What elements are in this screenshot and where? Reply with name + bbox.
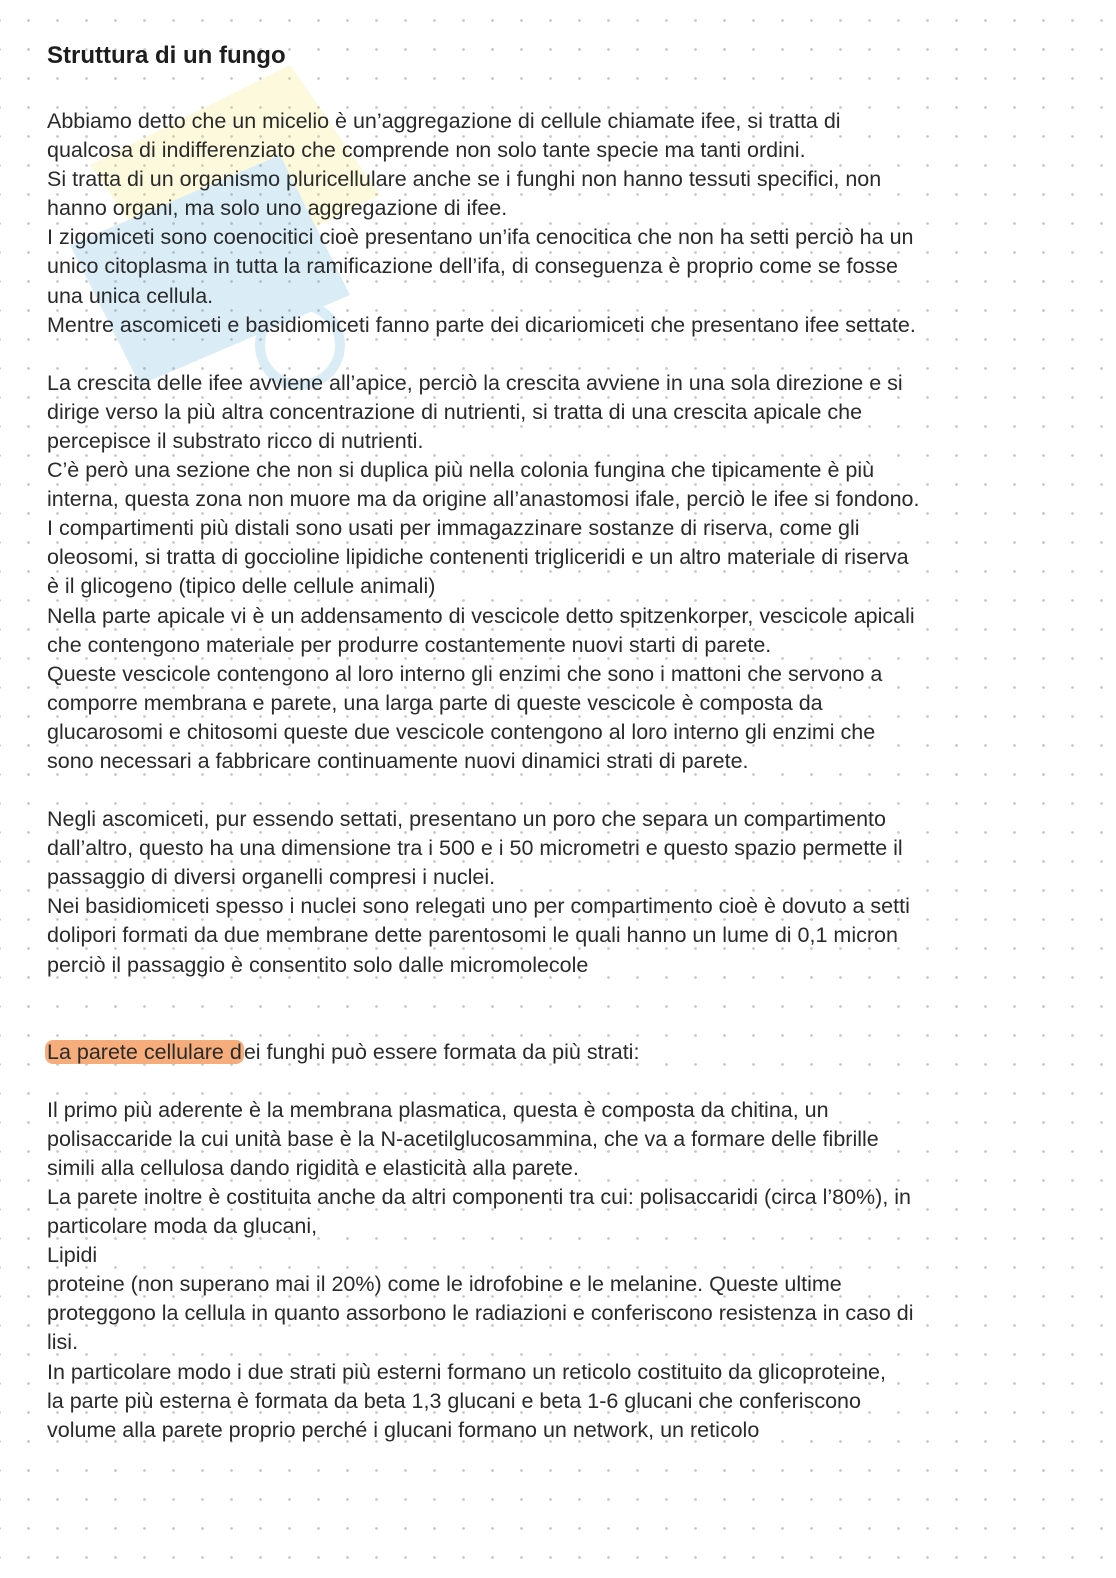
text-line: Nei basidiomiceti spesso i nuclei sono relegati uno per compartimento cioè è dovuto a setti (47, 894, 910, 919)
text-line: polisaccaride la cui unità base è la N-acetilglucosammina, che va a formare delle fibrille (47, 1126, 879, 1151)
text-line: percepisce il substrato ricco di nutrienti. (47, 428, 424, 453)
text-line: Nella parte apicale vi è un addensamento di vescicole detto spitzenkorper, vescicole apicali (47, 603, 915, 628)
text-line: qualcosa di indifferenziato che comprende non solo tante specie ma tanti ordini. (47, 138, 806, 163)
text-line: Si tratta di un organismo pluricellulare anche se i funghi non hanno tessuti specifici, non (47, 167, 882, 192)
text-line: unico citoplasma in tutta la ramificazione dell’ifa, di conseguenza è proprio come se fosse (47, 254, 898, 279)
text-line: simili alla cellulosa dando rigidità e elasticità alla parete. (47, 1155, 579, 1180)
text-line: hanno organi, ma solo uno aggregazione di ifee. (47, 196, 508, 221)
text-line: dolipori formati da due membrane dette parentosomi le quali hanno un lume di 0,1 micron (47, 923, 898, 948)
highlighted-text: La parete cellulare d (47, 1039, 242, 1064)
paragraph-crescita (47, 369, 1057, 776)
text-line: I compartimenti più distali sono usati per immagazzinare sostanze di riserva, come gli (47, 516, 860, 541)
text-line: Negli ascomiceti, pur essendo settati, presentano un poro che separa un compartimento (47, 807, 886, 832)
section-heading-parete (47, 1038, 1057, 1067)
text-line: interna, questa zona non muore ma da origine all’anastomosi ifale, perciò le ifee si fondono. (47, 487, 920, 512)
heading-rest: ei funghi può essere formata da più strati: (243, 1039, 640, 1064)
paragraph-micelio (47, 107, 1057, 340)
text-line (47, 1038, 1057, 1067)
text-line: C’è però una sezione che non si duplica più nella colonia fungina che tipicamente è più (47, 458, 875, 483)
text-line: Abbiamo detto che un micelio è un’aggregazione di cellule chiamate ifee, si tratta di (47, 109, 841, 133)
text-line: lisi. (47, 1330, 79, 1355)
text-line: Mentre ascomiceti e basidiomiceti fanno parte dei dicariomiceti che presentano ifee settate. (47, 312, 916, 337)
text-line: passaggio di diversi organelli compresi i nuclei. (47, 865, 496, 890)
text-line: La crescita delle ifee avviene all’apice, perciò la crescita avviene in una sola direzione e si (47, 370, 903, 395)
paragraph-parete (47, 1096, 1057, 1445)
document-page (47, 40, 1057, 1445)
text-line: che contengono materiale per produrre costantemente nuovi starti di parete. (47, 632, 772, 657)
text-line: una unica cellula. (47, 283, 214, 308)
text-line: dirige verso la più altra concentrazione di nutrienti, si tratta di una crescita apicale che (47, 399, 863, 424)
paragraph-setti (47, 805, 1057, 980)
text-line: è il glicogeno (tipico delle cellule animali) (47, 574, 436, 599)
text-line: la parte più esterna è formata da beta 1,3 glucani e beta 1-6 glucani che conferiscono (47, 1388, 861, 1413)
text-line: dall’altro, questo ha una dimensione tra i 500 e i 50 micrometri e questo spazio permette il (47, 836, 903, 861)
text-line: comporre membrana e parete, una larga parte di queste vescicole è composta da (47, 690, 823, 715)
text-line: particolare moda da glucani, (47, 1214, 318, 1239)
text-line: volume alla parete proprio perché i glucani formano un network, un reticolo (47, 1417, 760, 1442)
text-line: La parete inoltre è costituita anche da altri componenti tra cui: polisaccaridi (circa l’80%), in (47, 1185, 912, 1209)
text-line: I zigomiceti sono coenocitici cioè presentano un’ifa cenocitica che non ha setti perciò ha un (47, 225, 914, 250)
text-line: sono necessari a fabbricare continuamente nuovi dinamici strati di parete. (47, 748, 749, 773)
text-line: glucarosomi e chitosomi queste due vescicole contengono al loro interno gli enzimi che (47, 719, 876, 744)
text-line: In particolare modo i due strati più esterni formano un reticolo costituito da glicoproteine, (47, 1359, 886, 1384)
text-line: proteine (non superano mai il 20%) come le idrofobine e le melanine. Queste ultime (47, 1272, 842, 1297)
text-line: Il primo più aderente è la membrana plasmatica, questa è composta da chitina, un (47, 1097, 829, 1122)
text-line: proteggono la cellula in quanto assorbono le radiazioni e conferiscono resistenza in caso di (47, 1301, 914, 1326)
text-line: perciò il passaggio è consentito solo dalle micromolecole (47, 952, 589, 977)
text-line: oleosomi, si tratta di goccioline lipidiche contenenti trigliceridi e un altro materiale di riserva (47, 545, 909, 570)
text-line: Queste vescicole contengono al loro interno gli enzimi che sono i mattoni che servono a (47, 661, 883, 686)
page-title: Struttura di un fungo (47, 42, 286, 69)
text-line: Lipidi (47, 1243, 98, 1268)
